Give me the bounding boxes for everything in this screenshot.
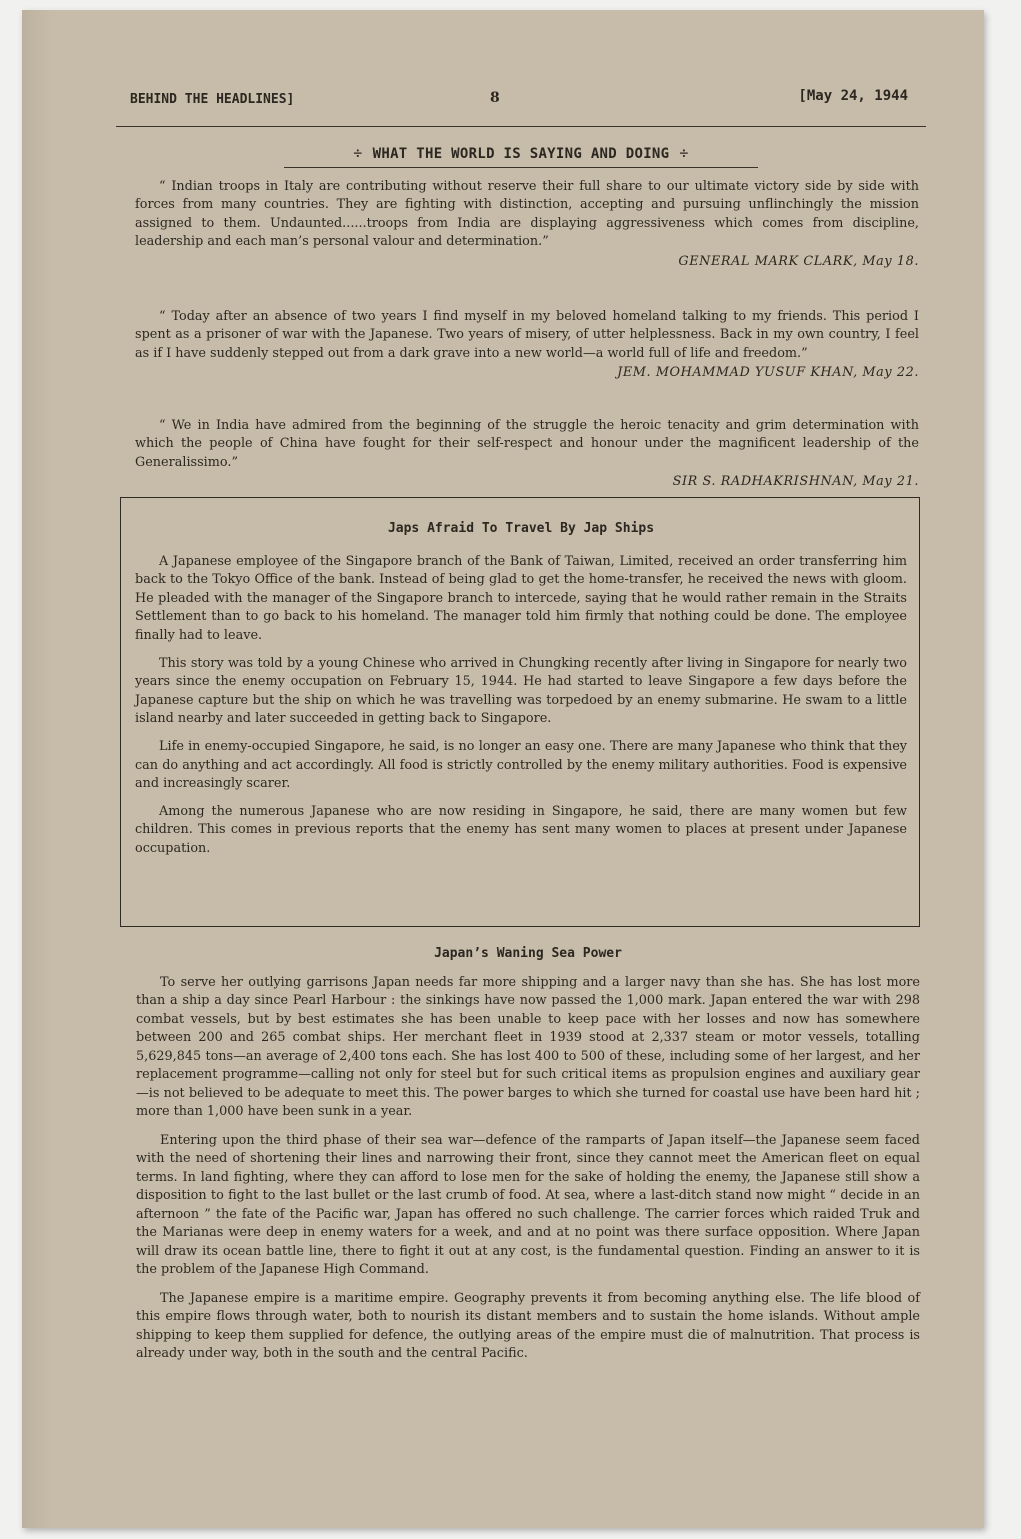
article-paragraph: The Japanese empire is a maritime empire. Geography prevents it from becoming anything else. The life blood of this empire flows through water, both to nourish its distant members and to sustain the home islands. Without ample shipping to keep them supplied for defence, the outlying areas of the empire must die of malnutrition. That process is already under way, both in the south and the central Pacific.: [136, 1290, 920, 1361]
issue-date: [May 24, 1944: [798, 88, 908, 104]
boxed-article-content: [135, 520, 907, 868]
article-title: Japan’s Waning Sea Power: [434, 946, 622, 961]
header-rule: [116, 126, 926, 127]
divider-glyph-right: ÷: [679, 144, 689, 162]
publication-name: BEHIND THE HEADLINES]: [130, 92, 295, 107]
divider-glyph-left: ÷: [353, 144, 363, 162]
boxed-article-paragraph: Among the numerous Japanese who are now residing in Singapore, he said, there are many women but few children. This comes in previous reports that the enemy has sent many women to places at present under Japanese occupation.: [135, 803, 907, 856]
page-fold-shadow: [22, 10, 52, 1528]
quote-text: “ Indian troops in Italy are contributing without reserve their full share to our ultimate victory side by side with forces from many countries. They are fighting with distinction, accepting and pursuing unflinchingly the mission assigned to them. Undaunted......troops from India are displaying aggressiveness which comes from discipline, leadership and each man’s personal valour and determination.”: [135, 179, 919, 250]
boxed-article-paragraph: Life in enemy-occupied Singapore, he said, is no longer an easy one. There are many Japanese who think that they can do anything and act accordingly. All food is strictly controlled by the enemy military authorities. Food is expensive and increasingly scarer.: [135, 738, 907, 792]
boxed-article-paragraph: A Japanese employee of the Singapore branch of the Bank of Taiwan, Limited, received an order transferring him back to the Tokyo Office of the bank. Instead of being glad to get the home-transfer, he received the news with gloom. He pleaded with the manager of the Singapore branch to intercede, saying that he would rather remain in the Straits Settlement than to go back to his homeland. The manager told him firmly that nothing could be done. The employee finally had to leave.: [135, 553, 907, 643]
article-body: [136, 974, 920, 1364]
quote-text: “ We in India have admired from the beginning of the struggle the heroic tenacity and grim determination with which the people of China have fought for their self-respect and honour under the magnificent leadership of the Generalissimo.”: [135, 418, 919, 470]
quote-attribution: GENERAL MARK CLARK, May 18.: [678, 253, 919, 269]
running-header: [130, 88, 908, 112]
quote-2: [135, 308, 919, 383]
section-title-text: WHAT THE WORLD IS SAYING AND DOING: [372, 146, 670, 162]
article-paragraph: To serve her outlying garrisons Japan needs far more shipping and a larger navy than she has. She has lost more than a ship a day since Pearl Harbour : the sinkings have now passed the 1,000 mark. Japan entered the war with 298 combat vessels, but by best estimates she has been unable to keep pace with her losses and now has somewhere between 200 and 265 combat ships. Her merchant fleet in 1939 stood at 2,337 steam or motor vessels, totalling 5,629,845 tons—an average of 2,400 tons each. She has lost 400 to 500 of these, including some of her largest, and her replacement programme—calling not only for steel but for such critical items as propulsion engines and auxiliary gear—is not believed to be adequate to meet this. The power barges to which she turned for coastal use have been hard hit ; more than 1,000 have been sunk in a year.: [136, 974, 920, 1119]
article-paragraph: Entering upon the third phase of their sea war—defence of the ramparts of Japan itself—the Japanese seem faced with the need of shortening their lines and narrowing their front, since they cannot meet the American fleet on equal terms. In land fighting, where they can afford to lose men for the sake of holding the enemy, the Japanese still show a disposition to fight to the last bullet or the last crumb of food. At sea, where a last-ditch stand now might “ decide in an afternoon ” the fate of the Pacific war, Japan has offered no such challenge. The carrier forces which raided Truk and the Marianas were deep in enemy waters for a week, and and at no point was there surface opposition. Where Japan will draw its ocean battle line, there to fight it out at any cost, is the fundamental question. Finding an answer to it is the problem of the Japanese High Command.: [136, 1132, 920, 1277]
newspaper-page: [22, 10, 984, 1528]
boxed-article-paragraph: This story was told by a young Chinese who arrived in Chungking recently after living in Singapore for nearly two years since the enemy occupation on February 15, 1944. He had started to leave Singapore a few days before the Japanese capture but the ship on which he was travelling was torpedoed by an enemy submarine. He swam to a little island nearby and later succeeded in getting back to Singapore.: [135, 655, 907, 727]
quote-attribution: JEM. MOHAMMAD YUSUF KHAN, May 22.: [617, 365, 919, 381]
article: [136, 945, 920, 1374]
boxed-article-title: Japs Afraid To Travel By Jap Ships: [387, 521, 655, 536]
quote-3: [135, 417, 919, 492]
quote-1: [135, 178, 919, 271]
quote-text: “ Today after an absence of two years I find myself in my beloved homeland talking to my friends. This period I spent as a prisoner of war with the Japanese. Two years of misery, of utter helplessness. Back in my own country, I feel as if I have suddenly stepped out from a dark grave into a new world—a world full of life and freedom.”: [135, 309, 919, 361]
section-title: [284, 141, 758, 168]
page-number: 8: [490, 90, 500, 106]
boxed-article: [120, 497, 920, 927]
quote-attribution: SIR S. RADHAKRISHNAN, May 21.: [672, 474, 919, 490]
